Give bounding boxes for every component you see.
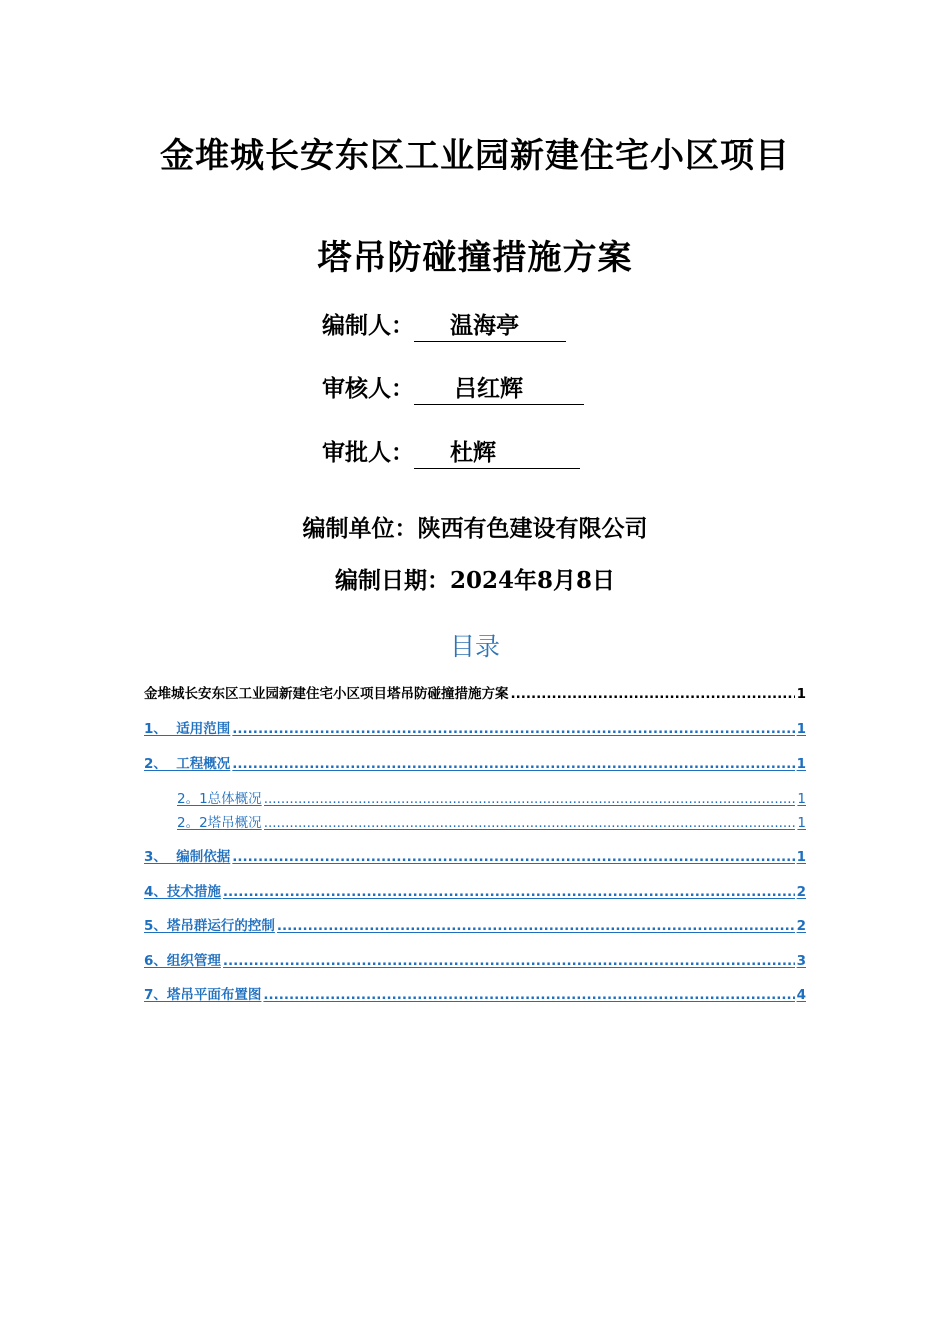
toc-item[interactable] (144, 717, 806, 737)
approver-line (322, 434, 580, 469)
toc-item-label: 5、塔吊群运行的控制 (144, 918, 275, 934)
toc-item[interactable] (144, 752, 806, 772)
toc-leader (223, 884, 795, 900)
compiling-unit: 编制单位：陕西有色建设有限公司 (302, 515, 648, 542)
toc-leader (264, 815, 796, 831)
toc-item[interactable] (144, 914, 806, 934)
toc-item[interactable] (144, 880, 806, 900)
reviewer-name: 吕红辉 (414, 374, 584, 405)
toc-item-page: 1 (797, 791, 806, 807)
toc-leader (511, 686, 795, 702)
toc-leader (232, 721, 794, 737)
toc-item-label: 4、技术措施 (144, 884, 221, 900)
toc-item-page: 1 (796, 686, 806, 702)
reviewer-line (322, 370, 584, 405)
toc-item-page: 1 (796, 756, 806, 772)
compiler-label: 编制人： (322, 312, 414, 339)
toc-item-label: 6、组织管理 (144, 953, 221, 969)
toc-item-label: 7、塔吊平面布置图 (144, 987, 262, 1003)
toc-leader (277, 918, 795, 934)
compiler-line (322, 307, 566, 342)
toc-item-page: 2 (796, 884, 806, 900)
toc-item[interactable] (177, 787, 806, 807)
toc-heading: 目录 (449, 632, 500, 661)
reviewer-label: 审核人： (322, 375, 414, 402)
toc-item-label: 2。1总体概况 (177, 791, 262, 807)
toc-item-page: 1 (797, 815, 806, 831)
toc-item-page: 1 (796, 849, 806, 865)
toc-item[interactable] (144, 845, 806, 865)
toc-item[interactable] (144, 983, 806, 1003)
document-title-line2: 塔吊防碰撞措施方案 (317, 238, 633, 278)
toc-item-page: 2 (796, 918, 806, 934)
toc-item-label: 2、 工程概况 (144, 756, 231, 772)
toc-item-page: 4 (796, 987, 806, 1003)
compiler-name: 温海亭 (414, 311, 566, 342)
toc-item[interactable] (144, 949, 806, 969)
toc-item-label: 1、 适用范围 (144, 721, 231, 737)
toc-item-page: 3 (796, 953, 806, 969)
toc-item-label: 2。2塔吊概况 (177, 815, 262, 831)
toc-item[interactable] (177, 811, 806, 831)
toc-leader (223, 953, 795, 969)
toc-leader (232, 849, 794, 865)
toc-leader (263, 987, 794, 1003)
approver-name: 杜辉 (414, 438, 580, 469)
toc-item-label: 金堆城长安东区工业园新建住宅小区项目塔吊防碰撞措施方案 (144, 686, 509, 702)
toc-item-label: 3、 编制依据 (144, 849, 231, 865)
compiling-date: 编制日期：2024年8月8日 (334, 567, 616, 594)
approver-label: 审批人： (322, 439, 414, 466)
document-title-line1: 金堆城长安东区工业园新建住宅小区项目 (160, 136, 790, 176)
toc-leader (232, 756, 794, 772)
toc-leader (264, 791, 796, 807)
toc-item-page: 1 (796, 721, 806, 737)
toc-item[interactable] (144, 682, 806, 702)
